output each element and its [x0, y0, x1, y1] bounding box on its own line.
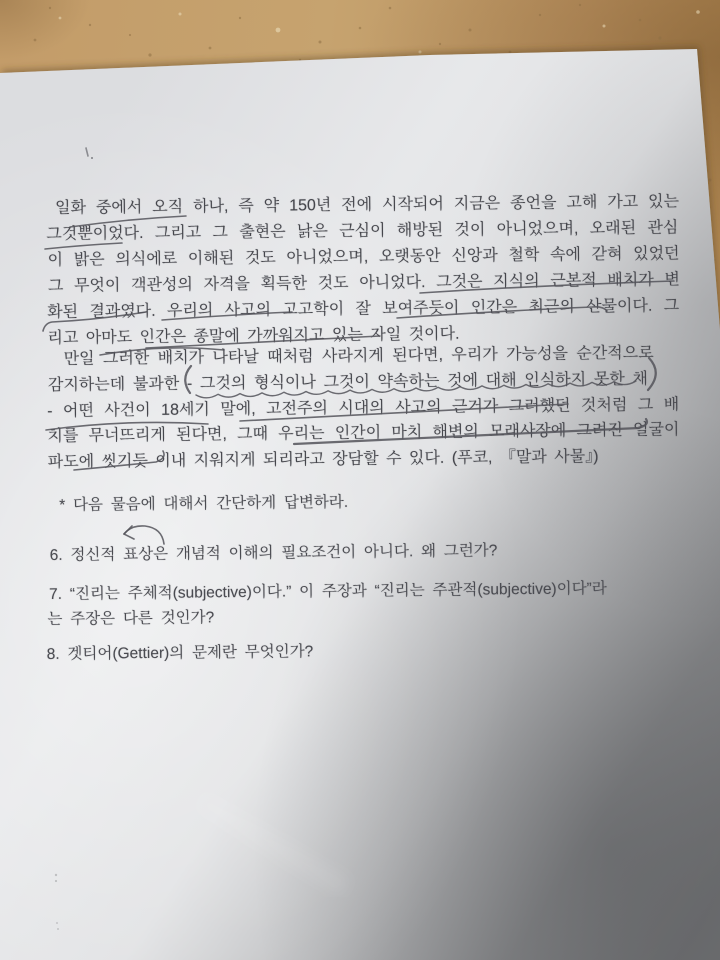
pen-open-parenthesis [185, 366, 191, 393]
pen-underline-gogohak [162, 312, 292, 320]
paper-smudge-dots [55, 874, 59, 930]
pen-wavy-underline-clause [196, 381, 636, 398]
excerpt-line: 치를 무너뜨리게 된다면, 그때 우리는 인간이 마치 해변의 모래사장에 그려진 얼굴이 [47, 421, 680, 446]
question-6: 6. 정신적 표상은 개념적 이해의 필요조건이 아니다. 왜 그런가? [49, 542, 498, 564]
instruction-line: * 다음 물음에 대해서 간단하게 답변하라. [59, 493, 349, 514]
pen-underline-jongmal [146, 336, 380, 348]
small-pen-mark-top-left [86, 148, 93, 159]
pen-underline-ssitgideut [74, 451, 164, 470]
pen-overline-baechi-natanal [100, 348, 224, 355]
pen-underline-moraesajang-eolgul [294, 419, 647, 444]
pen-underline-ojik-hana [70, 216, 186, 227]
pen-curved-arrow-left [124, 526, 164, 544]
excerpt-line: 감지하는데 불과한 - 그것의 형식이나 그것이 약속하는 것에 대해 인식하지 못한 채 [47, 370, 648, 394]
excerpt-line-with-source: 파도에 씻기듯 이내 지워지게 되리라고 장담할 수 있다. (푸코, 『말과 사물』) [47, 448, 599, 472]
question-7-line2: 는 주장은 다른 것인가? [47, 609, 215, 629]
question-7-line1: 7. “진리는 주체적(subjective)이다.” 이 주장과 “진리는 주관적(subjective)이다”라 [49, 580, 607, 603]
excerpt-line: 그것뿐이었다. 그리고 그 출현은 낡은 근심이 해방된 것이 아니었으며, 오래된 관심 [46, 219, 679, 244]
pen-underline-geugeotppun [45, 243, 122, 249]
excerpt-line: 그 무엇이 객관성의 자격을 획득한 것도 아니었다. 그것은 지식의 근본적 배치가 변 [47, 271, 680, 295]
excerpt-line: - 어떤 사건이 18세기 말에, 고전주의 시대의 사고의 근거가 그러했던 것처럼 그 배 [47, 396, 680, 421]
pen-overline-muneotteurige [46, 422, 208, 430]
pen-close-parenthesis [648, 358, 656, 390]
excerpt-line: 만일 그러한 배치가 나타날 때처럼 사라지게 된다면, 우리가 가능성을 순간적으로 [63, 344, 654, 368]
excerpt-line: 화된 결과였다. 우리의 사고의 고고학이 잘 보여주듯이 인간은 최근의 산물이다. 그 [47, 297, 680, 322]
pen-underline-gojeonjuui [240, 404, 568, 421]
excerpt-line: 일화 중에서 오직 하나, 즉 약 150년 전에 시작되어 지금은 종언을 고해 가고 있는 [54, 193, 680, 217]
pen-underline-jisik-baechi [420, 281, 674, 293]
question-8: 8. 겟티어(Gettier)의 문제란 무엇인가? [46, 643, 314, 664]
pen-underline-gyeolgwa [43, 312, 146, 331]
excerpt-line: 리고 아마도 인간은 종말에 가까워지고 있는 자일 것이다. [47, 325, 460, 348]
excerpt-line: 이 밝은 의식에로 이해된 것도 아니었으며, 오랫동안 신앙과 철학 속에 갇혀 있었던 [47, 245, 680, 269]
pen-underline-ingan-sanmul [397, 307, 607, 318]
